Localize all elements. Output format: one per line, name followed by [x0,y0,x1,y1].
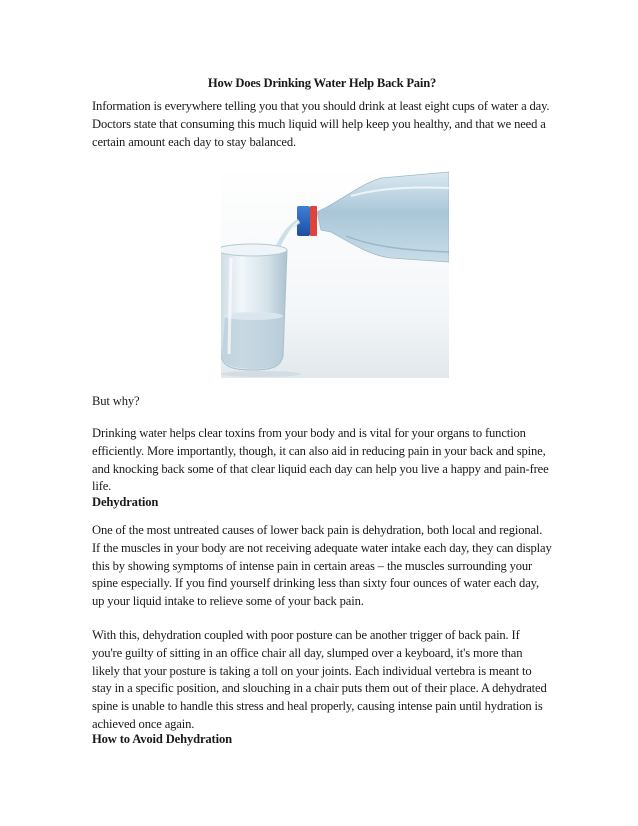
why-paragraph: Drinking water helps clear toxins from your body and is vital for your organs to function efficiently. More importantly, though, it can also aid in reducing pain in your back and spine, and knocking back some of that clear liquid each day can help you live a happy and pain-free life. [92,426,549,494]
dehydration-heading: Dehydration [92,495,159,509]
dehydration-paragraph-1: One of the most untreated causes of lower back pain is dehydration, both local and regional. If the muscles in your body are not receiving adequate water intake each day, they can display this by showing symptoms of intense pain in certain areas – the muscles surrounding your spine especially. If you find yourself drinking less than sixty four ounces of water each day, up your liquid intake to relieve some of your back pain. [92,523,552,609]
intro-paragraph: Information is everywhere telling you that you should drink at least eight cups of water a day. Doctors state that consuming this much liquid will help keep you healthy, and that we need a certain amount each day to stay balanced. [92,99,550,149]
dehydration-paragraph-2: With this, dehydration coupled with poor posture can be another trigger of back pain. If you're guilty of sitting in an office chair all day, slumped over a keyboard, it's more than likely that your posture is taking a toll on your joints. Each individual vertebra is meant to stay in a specific position, and slouching in a chair puts them out of their place. A dehydrated spine is unable to handle this stress and heal properly, causing intense pain until hydration is achieved once again. [92,628,547,731]
document-title: How Does Drinking Water Help Back Pain? [207,76,437,90]
why-line: But why? [92,394,140,408]
avoid-dehydration-heading: How to Avoid Dehydration [92,732,232,746]
water-pouring-photo [221,166,449,378]
